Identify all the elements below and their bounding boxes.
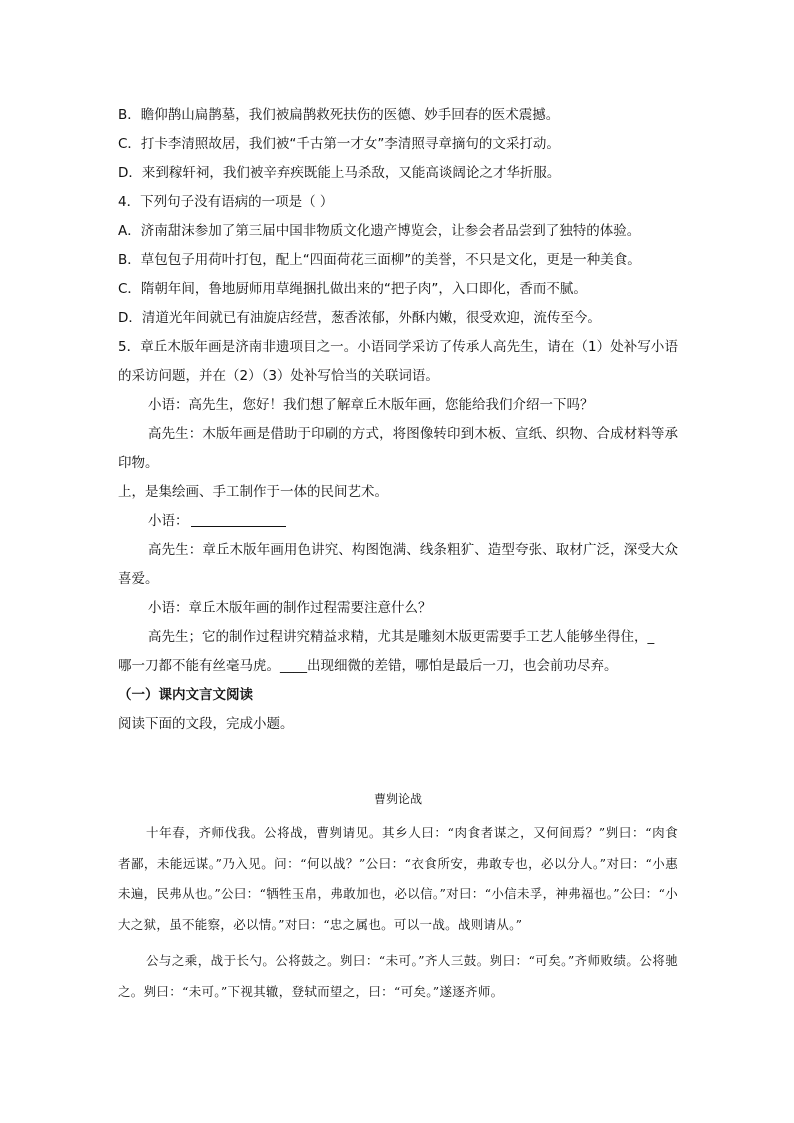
q4-stem: 4．下列句子没有语病的一项是（ ） [118, 194, 334, 210]
q3-option-d: D．来到稼轩祠，我们被辛弃疾既能上马杀敌，又能高谈阔论之才华折服。 [118, 165, 561, 181]
q5-dialogue-gao-1: 高先生：木版年画是借助于印刷的方式，将图像转印到木板、宣纸、织物、合成材料等承印物。 [118, 426, 678, 471]
q5-dialogue-gao-2: 高先生：章丘木版年画用色讲究、构图饱满、线条粗犷、造型夸张、取材广泛，深受大众喜爱。 [118, 542, 678, 587]
q4-option-d: D．清道光年间就已有油旋店经营，葱香浓郁，外酥内嫩，很受欢迎，流传至今。 [118, 310, 601, 326]
q4-option-b: B．草包包子用荷叶打包，配上“四面荷花三面柳”的美誉，不只是文化，更是一种美食。 [118, 252, 641, 268]
q4-option-a: A．济南甜沫参加了第三届中国非物质文化遗产博览会，让参会者品尝到了独特的体验。 [118, 223, 641, 239]
q4-option-c: C．隋朝年间，鲁地厨师用草绳捆扎做出来的“把子肉”，入口即化，香而不腻。 [118, 281, 587, 297]
section-heading: （一）课内文言文阅读 [118, 687, 253, 703]
q5-dialogue-xiaoyu-2 [118, 507, 678, 536]
q5-dialogue-xiaoyu-3: 小语：章丘木版年画的制作过程需要注意什么？ [148, 600, 432, 616]
answer-blank-1[interactable] [191, 512, 286, 527]
q5-dialogue-gao-1-continued: 上，是集绘画、手工制作于一体的民间艺术。 [118, 484, 388, 500]
passage-paragraph-2: 公与之乘，战于长勺。公将鼓之。刿曰：“未可。”齐人三鼓。刿曰：“可矣。”齐师败绩。公将驰之。刿曰：“未可。”下视其辙，登轼而望之，曰：“可矣。”遂逐齐师。 [118, 953, 678, 999]
q3-option-c: C．打卡李清照故居，我们被“千古第一才女”李清照寻章摘句的文采打动。 [118, 136, 560, 152]
q5-dialogue-gao-3: 高先生；它的制作过程讲究精益求精，尤其是雕刻木版更需要手工艺人能够坐得住，_ [148, 629, 655, 645]
q5-dialogue-gao-3-continued: 哪一刀都不能有丝毫马虎。____出现细微的差错，哪怕是最后一刀，也会前功尽弃。 [118, 658, 618, 674]
passage-title: 曹刿论战 [373, 792, 422, 806]
q3-option-b: B．瞻仰鹊山扁鹊墓，我们被扁鹊救死扶伤的医德、妙手回春的医术震撼。 [118, 107, 560, 123]
q5-stem: 5．章丘木版年画是济南非遗项目之一。小语同学采访了传承人高先生，请在（1）处补写小语的采访问题，并在（2）（3）处补写恰当的关联词语。 [118, 339, 678, 384]
question-content [118, 101, 678, 739]
q5-dialogue-xiaoyu-1: 小语：高先生，您好！我们想了解章丘木版年画，您能给我们介绍一下吗？ [148, 397, 594, 413]
section-instruction: 阅读下面的文段，完成小题。 [118, 716, 294, 732]
q5-blank-1-label: 小语： [148, 513, 189, 529]
passage-paragraph-1: 十年春，齐师伐我。公将战，曹刿请见。其乡人曰：“肉食者谋之，又何间焉？”刿曰：“肉食者鄙，未能远谋。”乃入见。问：“何以战？”公曰：“衣食所安，弗敢专也，必以分人。”对曰：“小惠未遍，民弗从也。”公曰：“牺牲玉帛，弗敢加也，必以信。”对曰：“小信未孚，神弗福也。”公曰：“小大之狱，虽不能察，必以情。”对曰：“忠之属也。可以一战。战则请从。” [118, 825, 678, 932]
classical-passage [118, 788, 678, 1007]
